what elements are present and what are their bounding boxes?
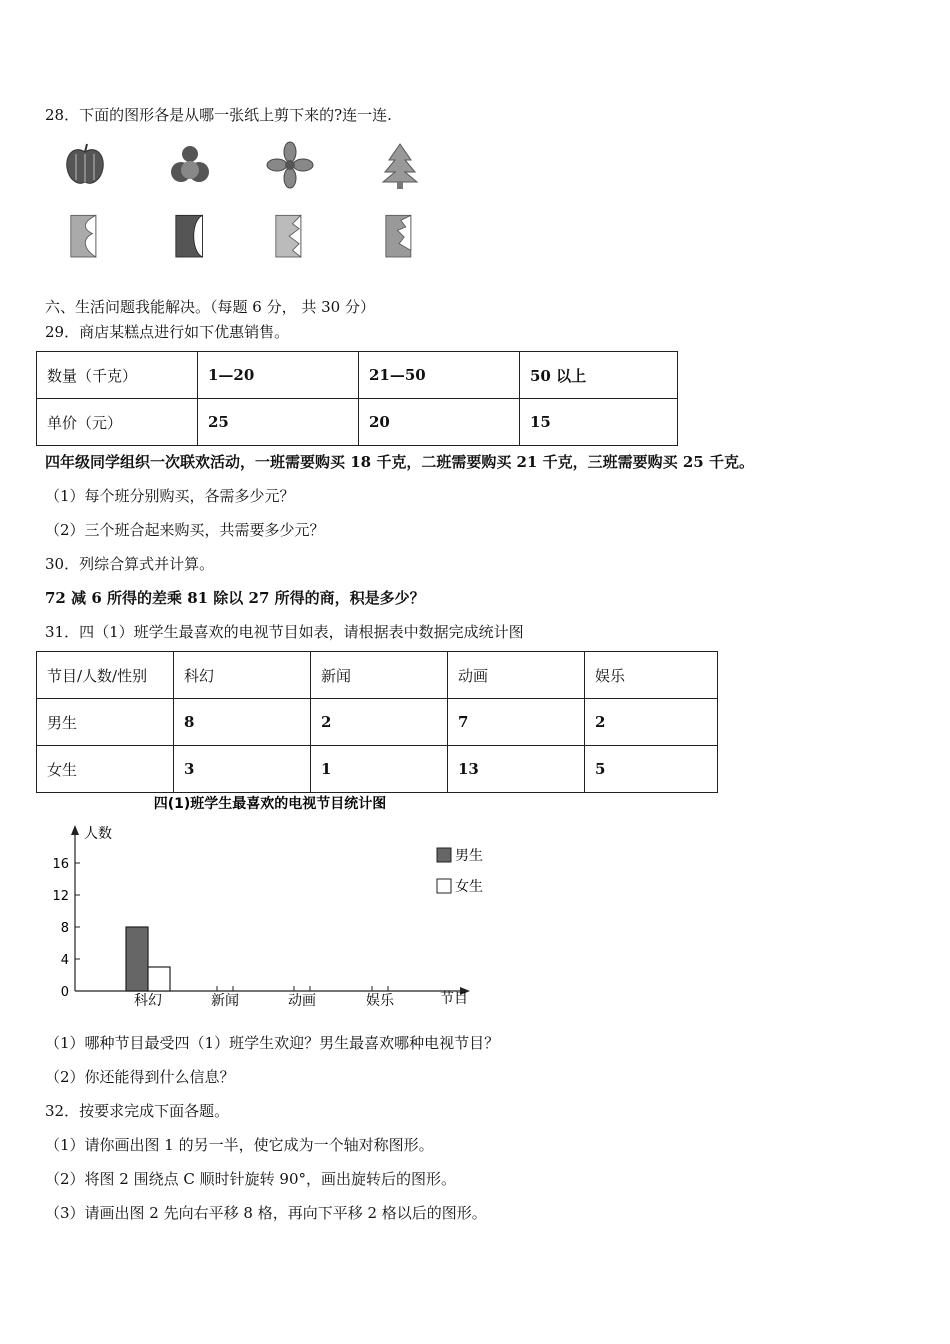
q30-desc: 72 减 6 所得的差乘 81 除以 27 所得的商，积是多少？ bbox=[45, 589, 425, 607]
q29-desc: 四年级同学组织一次联欢活动，一班需要购买 18 千克，二班需要购买 21 千克，三班需要购买 25 千克。 bbox=[45, 453, 754, 471]
shapes-bottom-row bbox=[55, 212, 435, 272]
q31-cell: 3 bbox=[174, 746, 311, 793]
q29-cell: 21—50 bbox=[359, 352, 520, 399]
q29-cell: 15 bbox=[520, 399, 678, 446]
q31-cell: 8 bbox=[174, 699, 311, 746]
q31-cell: 女生 bbox=[37, 746, 174, 793]
q31-header-cell: 娱乐 bbox=[585, 652, 718, 699]
q29-sub1: （1）每个班分别购买，各需多少元？ bbox=[45, 487, 295, 505]
paper-b-icon bbox=[165, 212, 215, 262]
q29-sub2: （2）三个班合起来购买，共需要多少元？ bbox=[45, 521, 325, 539]
q29-cell: 25 bbox=[198, 399, 359, 446]
q29-price-table bbox=[36, 351, 678, 446]
x-tick-label: 动画 bbox=[288, 993, 316, 1009]
q31-cell: 5 bbox=[585, 746, 718, 793]
q31-header-cell: 科幻 bbox=[174, 652, 311, 699]
y-tick-label: 12 bbox=[52, 889, 69, 904]
q29-cell: 50 以上 bbox=[520, 352, 678, 399]
y-tick-label: 4 bbox=[60, 953, 69, 968]
q31-cell: 2 bbox=[585, 699, 718, 746]
bar-boys bbox=[126, 927, 148, 991]
q31-cell: 男生 bbox=[37, 699, 174, 746]
q31-cell: 7 bbox=[448, 699, 585, 746]
q31-sub2: （2）你还能得到什么信息？ bbox=[45, 1068, 235, 1086]
q32-sub3: （3）请画出图 2 先向右平移 8 格，再向下平移 2 格以后的图形。 bbox=[45, 1204, 487, 1222]
q29-cell: 20 bbox=[359, 399, 520, 446]
q31-header-cell: 新闻 bbox=[311, 652, 448, 699]
q31-cell: 1 bbox=[311, 746, 448, 793]
section6-title: 六、生活问题我能解决。（每题 6 分， 共 30 分） bbox=[45, 298, 375, 316]
q30-text: 30．列综合算式并计算。 bbox=[45, 555, 215, 573]
paper-a-icon bbox=[60, 212, 110, 262]
q31-program-table bbox=[36, 651, 718, 793]
q29-cell: 单价（元） bbox=[37, 399, 198, 446]
q29-cell: 数量（千克） bbox=[37, 352, 198, 399]
q31-header-cell: 动画 bbox=[448, 652, 585, 699]
x-tick-label: 科幻 bbox=[134, 993, 162, 1009]
y-axis-label: 人数 bbox=[84, 826, 112, 842]
q31-text: 31．四（1）班学生最喜欢的电视节目如表，请根据表中数据完成统计图 bbox=[45, 623, 524, 641]
legend-swatch-girls bbox=[437, 879, 451, 893]
y-tick-label: 16 bbox=[52, 857, 69, 872]
bar-girls bbox=[148, 967, 170, 991]
tree-shape-icon bbox=[375, 140, 425, 190]
q31-sub1: （1）哪种节目最受四（1）班学生欢迎？男生最喜欢哪种电视节目？ bbox=[45, 1034, 500, 1052]
q31-cell: 13 bbox=[448, 746, 585, 793]
q28-text: 28．下面的图形各是从哪一张纸上剪下来的?连一连. bbox=[45, 106, 392, 124]
apple-shape-icon bbox=[60, 140, 110, 190]
y-axis-arrow bbox=[71, 825, 79, 835]
gourd-shape-icon bbox=[165, 140, 215, 190]
q32-text: 32．按要求完成下面各题。 bbox=[45, 1102, 230, 1120]
y-tick-label: 0 bbox=[60, 985, 69, 1000]
paper-d-icon bbox=[375, 212, 425, 262]
q32-sub1: （1）请你画出图 1 的另一半，使它成为一个轴对称图形。 bbox=[45, 1136, 434, 1154]
legend-swatch-boys bbox=[437, 848, 451, 862]
shapes-top-row bbox=[55, 140, 435, 200]
q31-cell: 2 bbox=[311, 699, 448, 746]
flower-shape-icon bbox=[265, 140, 315, 190]
q32-sub2: （2）将图 2 围绕点 C 顺时针旋转 90°，画出旋转后的图形。 bbox=[45, 1170, 456, 1188]
y-tick-label: 8 bbox=[60, 921, 69, 936]
bar-chart bbox=[40, 793, 510, 1015]
legend-label-girls: 女生 bbox=[455, 879, 483, 895]
x-axis-label: 节目 bbox=[440, 991, 468, 1007]
q31-header-cell: 节目/人数/性别 bbox=[37, 652, 174, 699]
q29-cell: 1—20 bbox=[198, 352, 359, 399]
x-tick-label: 娱乐 bbox=[366, 993, 394, 1009]
q29-text: 29．商店某糕点进行如下优惠销售。 bbox=[45, 323, 290, 341]
paper-c-icon bbox=[265, 212, 315, 262]
x-tick-label: 新闻 bbox=[211, 993, 239, 1009]
legend-label-boys: 男生 bbox=[455, 848, 483, 864]
chart-title: 四(1)班学生最喜欢的电视节目统计图 bbox=[153, 796, 387, 812]
